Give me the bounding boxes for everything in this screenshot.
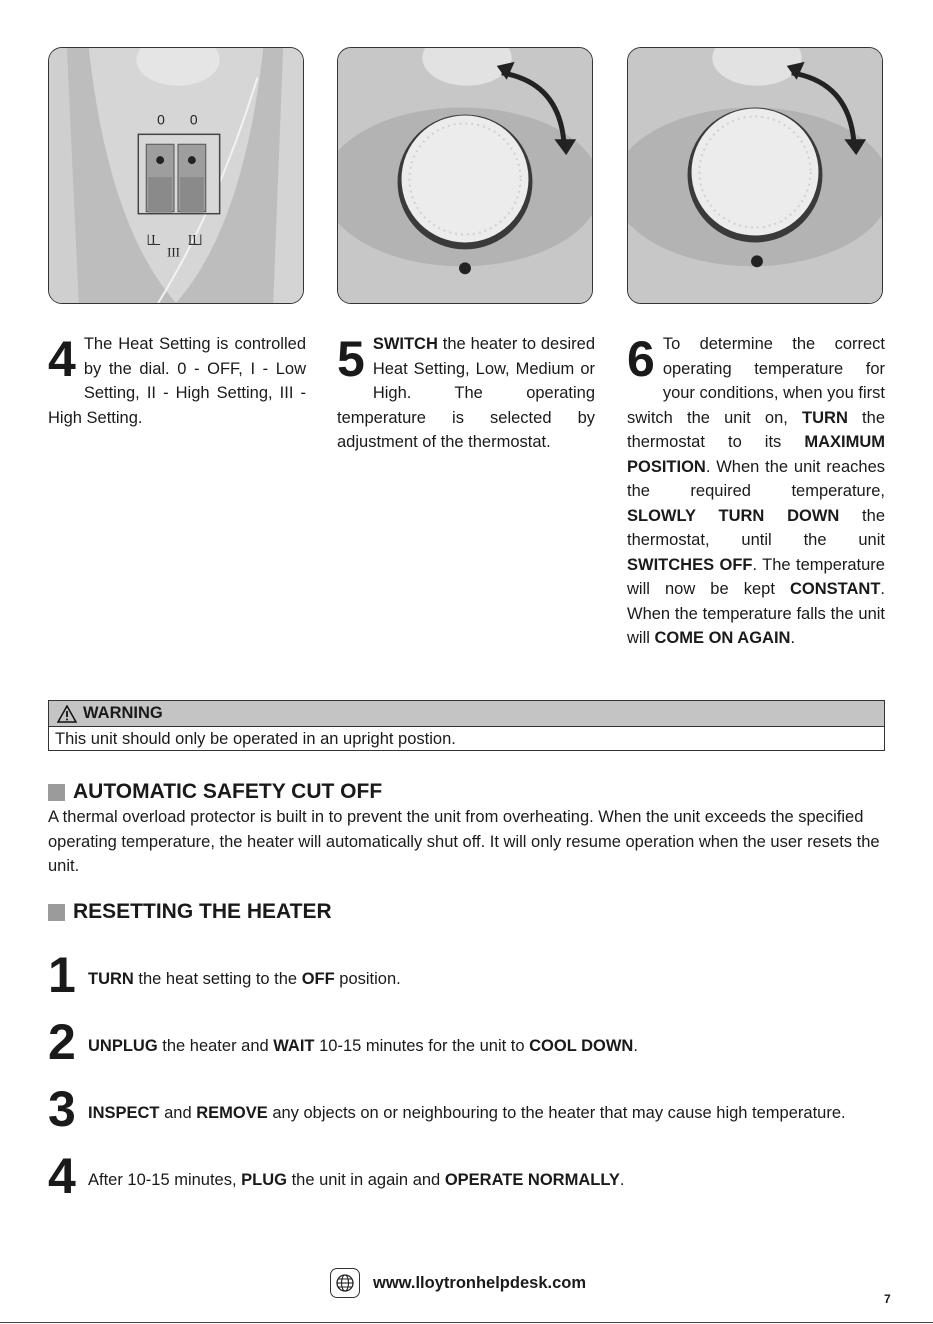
body-text: . When the unit reaches the required temperature, (627, 457, 885, 500)
switch-panel-photo (48, 47, 304, 304)
step-text (337, 331, 595, 451)
body-text: . (790, 629, 796, 647)
thermostat-dial-photo-down (627, 47, 883, 304)
step-number: 5 (337, 331, 365, 387)
step-number: 6 (627, 331, 655, 387)
warning-header (49, 701, 884, 727)
website-link[interactable]: www.lloytronhelpdesk.com (373, 1273, 587, 1292)
emphasis-text: WAIT (273, 1037, 315, 1055)
body-text: . (633, 1037, 638, 1055)
switch-label-0b: 0 (189, 111, 198, 128)
section-square-icon (48, 784, 65, 801)
emphasis-text: TURN (802, 408, 848, 427)
emphasis-text: COME ON AGAIN (654, 629, 791, 647)
emphasis-text: SWITCH (372, 335, 438, 353)
body-text: the heat setting to the (133, 970, 302, 988)
step-4 (48, 332, 306, 430)
emphasis-text: TURN (88, 970, 134, 988)
warning-title: WARNING (83, 704, 163, 722)
reset-step-number: 2 (48, 1014, 76, 1070)
reset-step-number: 1 (48, 947, 76, 1003)
body-text: and (159, 1104, 197, 1122)
bottom-rule (0, 1322, 933, 1323)
emphasis-text: PLUG (241, 1171, 288, 1189)
emphasis-text: SWITCHES OFF (627, 555, 753, 574)
emphasis-text: UNPLUG (88, 1037, 158, 1055)
emphasis-text: COOL DOWN (529, 1037, 634, 1055)
marking-ii: II (187, 232, 197, 247)
body-text: the heater to desired Heat Setting, Low, Medium or High. The operating temperature is selected by adjustment of the thermostat. (337, 335, 595, 451)
switch-label-0a: 0 (157, 111, 165, 128)
body-text: any objects on or neighbouring to the heater that may cause high temperature. (267, 1104, 846, 1122)
warning-box (48, 700, 885, 751)
reset-step-text (88, 1104, 846, 1123)
body-text: . When the temperature falls the unit will (627, 580, 885, 647)
globe-icon (330, 1268, 360, 1298)
step-text (48, 331, 306, 427)
step-number: 4 (48, 331, 76, 387)
warning-text: This unit should only be operated in an upright postion. (55, 730, 456, 748)
resetting-title: RESETTING THE HEATER (73, 900, 332, 923)
emphasis-text: CONSTANT (789, 580, 881, 598)
body-text: . The temperature will now be kept (627, 555, 885, 598)
reset-step-3 (48, 1081, 898, 1137)
footer (330, 1268, 586, 1298)
body-text: the unit in again and (287, 1171, 445, 1189)
body-text: position. (334, 970, 401, 988)
emphasis-text: REMOVE (196, 1104, 268, 1122)
section-square-icon (48, 904, 65, 921)
body-text: the thermostat, until the unit (627, 506, 885, 549)
body-text: After 10-15 minutes, (88, 1171, 242, 1189)
reset-step-number: 3 (48, 1081, 76, 1137)
reset-step-number: 4 (48, 1148, 76, 1204)
emphasis-text: SLOWLY TURN DOWN (627, 506, 840, 525)
marking-i: I (151, 232, 156, 247)
emphasis-text: OPERATE NORMALLY (444, 1171, 620, 1189)
thermostat-dial-photo-max (337, 47, 593, 304)
emphasis-text: INSPECT (88, 1104, 160, 1122)
warning-icon (57, 705, 77, 723)
safety-title: AUTOMATIC SAFETY CUT OFF (73, 780, 383, 803)
step-6 (627, 332, 885, 651)
safety-paragraph: A thermal overload protector is built in to prevent the unit from overheating. When the unit exceeds the specified operating temperature, the heater will automatically shut off. It will only resume operation when the user resets the unit. (48, 808, 880, 875)
reset-step-4 (48, 1148, 898, 1204)
body-text: the thermostat to its (627, 408, 885, 451)
body-text: To determine the correct operating temperature for your conditions, when you first switch the unit on, (627, 335, 885, 427)
emphasis-text: MAXIMUM POSITION (627, 433, 885, 476)
body-text: The Heat Setting is controlled by the dial. 0 - OFF, I - Low Setting, II - High Setting, III - High Setting. (48, 335, 306, 427)
body-text: the heater and (157, 1037, 274, 1055)
resetting-heading (48, 900, 332, 924)
body-text: 10-15 minutes for the unit to (314, 1037, 530, 1055)
step-5 (337, 332, 595, 455)
reset-step-1 (48, 947, 898, 1003)
body-text: . (619, 1171, 625, 1189)
emphasis-text: OFF (301, 970, 335, 988)
page-number: 7 (884, 1292, 891, 1306)
marking-iii: III (167, 245, 180, 260)
safety-heading (48, 780, 382, 804)
step-text (627, 331, 885, 647)
reset-step-text (88, 1171, 625, 1190)
reset-step-text (88, 1037, 638, 1056)
reset-step-2 (48, 1014, 898, 1070)
reset-step-text (88, 970, 401, 989)
